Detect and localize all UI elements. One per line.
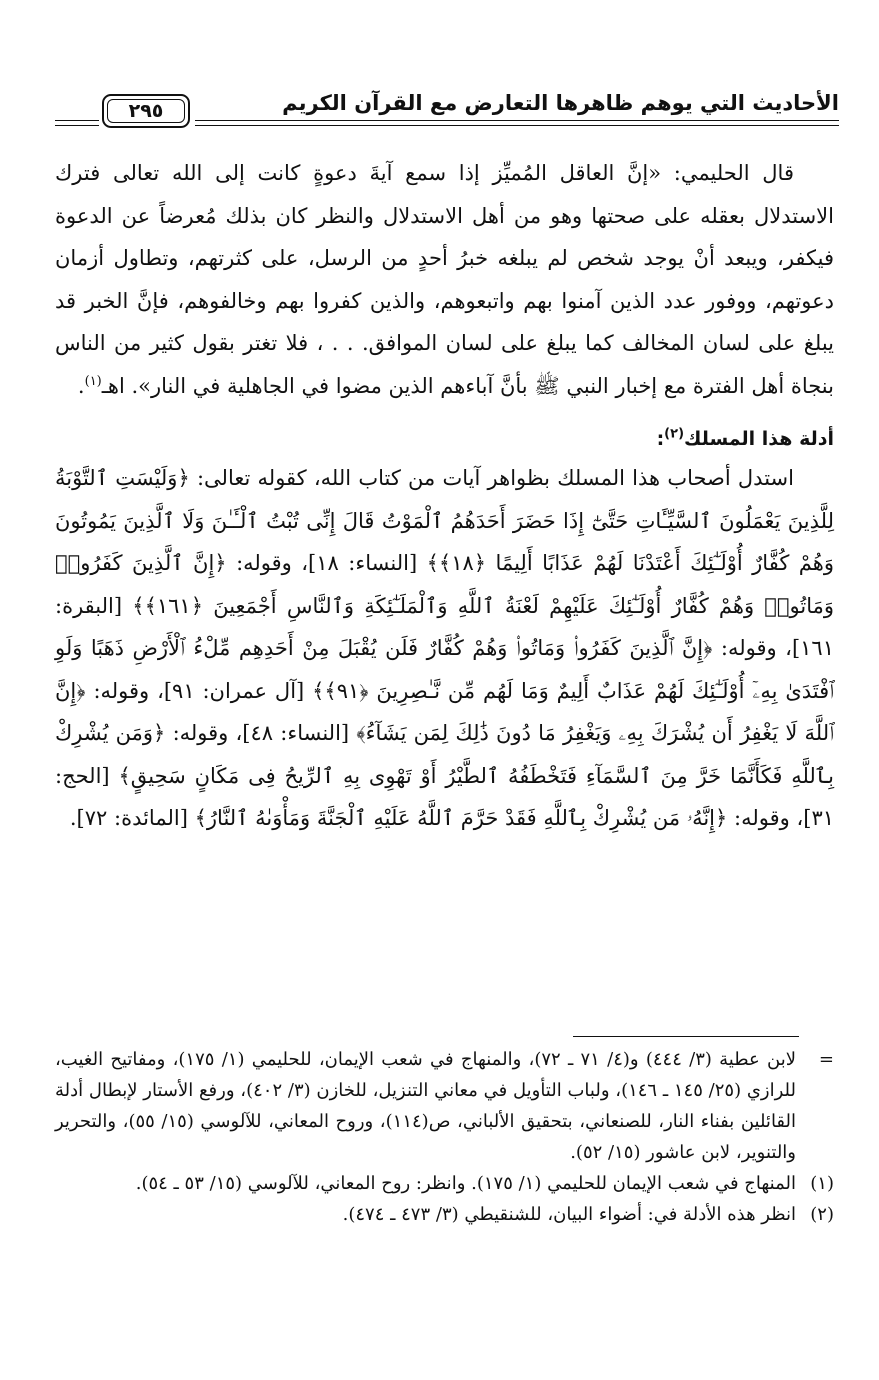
footnotes: [55, 1044, 834, 1230]
page-number: ٢٩٥: [107, 99, 185, 123]
quran-verse: ﴿إِنَّ ٱللَّهَ لَا يَغْفِرُ أَن يُشْرَكَ بِهِۦ وَيَغْفِرُ مَا دُونَ ذَٰلِكَ لِمَن يَشَآءُ﴾: [55, 678, 834, 745]
paragraph-intro: استدل أصحاب هذا المسلك بظواهر آيات من كتاب الله، كقوله تعالى:: [196, 466, 794, 490]
main-text: [55, 152, 834, 840]
footnote-separator: [573, 1036, 799, 1037]
quote-paragraph: [55, 152, 834, 407]
page-number-frame: [102, 94, 190, 128]
page-header: [55, 88, 839, 134]
quran-verse: ﴿إِنَّ ٱلَّذِينَ كَفَرُوا۟ وَمَاتُوا۟ وَهُمْ كُفَّارٌ أُوْلَـٰٓئِكَ عَلَيْهِمْ لَعْنَةُ ٱللَّهِ وَٱلْمَلَـٰٓئِكَةِ وَٱلنَّاسِ أَجْمَعِينَ ﴿١٦١﴾﴾: [55, 551, 834, 618]
footnote-text: المنهاج في شعب الإيمان للحليمي (١/ ١٧٥). وانظر: روح المعاني، للآلوسي (١٥/ ٥٣ ـ ٥٤).: [135, 1173, 796, 1194]
header-rule: [195, 125, 839, 126]
footnote: [55, 1168, 834, 1199]
footnote: [55, 1044, 834, 1168]
quran-verse: ﴿إِنَّهُۥ مَن يُشْرِكْ بِٱللَّهِ فَقَدْ حَرَّمَ ٱللَّهُ عَلَيْهِ ٱلْجَنَّةَ وَمَأْوَىٰهُ ٱلنَّارُ﴾: [194, 806, 728, 830]
evidence-paragraph: [55, 457, 834, 840]
footnote-text: انظر هذه الأدلة في: أضواء البيان، للشنقيطي (٣/ ٤٧٣ ـ ٤٧٤).: [342, 1204, 796, 1225]
verse-reference: [آل عمران: ٩١]، وقوله:: [93, 678, 305, 703]
quran-verse: ﴿وَلَيْسَتِ ٱلتَّوْبَةُ لِلَّذِينَ يَعْمَلُونَ ٱلسَّيِّـَٔاتِ حَتَّىٰٓ إِذَا حَضَرَ أَحَدَهُمُ ٱلْمَوْتُ قَالَ إِنِّى تُبْتُ ٱلْـَٔـٰنَ وَلَا ٱلَّذِينَ يَمُوتُونَ وَهُمْ كُفَّارٌ أُوْلَـٰٓئِكَ أَعْتَدْنَا لَهُمْ عَذَابًا أَلِيمًا ﴿١٨﴾﴾: [55, 466, 834, 575]
verse-reference: [النساء: ٤٨]، وقوله:: [172, 721, 350, 745]
quran-verse: ﴿وَمَن يُشْرِكْ بِٱللَّهِ فَكَأَنَّمَا خَرَّ مِنَ ٱلسَّمَآءِ فَتَخْطَفُهُ ٱلطَّيْرُ أَوْ تَهْوِى بِهِ ٱلرِّيحُ فِى مَكَانٍ سَحِيقٍ﴾: [55, 721, 834, 788]
header-rule: [55, 120, 99, 121]
verse-reference: [البقرة: ١٦١]، وقوله:: [55, 593, 834, 660]
footnote-marker: =: [818, 1049, 834, 1070]
verse-reference: [النساء: ١٨]، وقوله:: [236, 551, 418, 575]
punctuation: :: [656, 428, 665, 450]
quran-verse: ﴿إِنَّ ٱلَّذِينَ كَفَرُوا۟ وَمَاتُوا۟ وَهُمْ كُفَّارٌ فَلَن يُقْبَلَ مِنْ أَحَدِهِم مِّلْءُ ٱلْأَرْضِ ذَهَبًا وَلَوِ ٱفْتَدَىٰ بِهِۦٓ أُوْلَـٰٓئِكَ لَهُمْ عَذَابٌ أَلِيمٌ وَمَا لَهُم مِّن نَّـٰصِرِينَ ﴿٩١﴾﴾: [55, 636, 834, 703]
footnote-ref: (٢): [664, 426, 685, 442]
footnote-marker: (٢): [810, 1204, 834, 1225]
section-heading: [55, 421, 834, 457]
footnote-text: لابن عطية (٣/ ٤٤٤) و(٤/ ٧١ ـ ٧٢)، والمنهاج في شعب الإيمان، للحليمي (١/ ١٧٥)، ومفاتيح الغيب، للرازي (٢٥/ ١٤٥ ـ ١٤٦)، ولباب التأويل في معاني التنزيل، للخازن (٣/ ٤٠٢)، ورفع الأستار لإبطال أدلة القائلين بفناء النار، للصنعاني، بتحقيق الألباني، ص(١١٤)، وروح المعاني، للآلوسي (١٥/ ٥٥)، والتحرير والتنوير، لابن عاشور (١٥/ ٥٢).: [55, 1049, 797, 1163]
header-rule: [195, 120, 839, 121]
footnote-marker: (١): [810, 1173, 834, 1194]
verse-reference: [الحج: ٣١]، وقوله:: [55, 763, 834, 830]
footnote-ref: (١): [84, 373, 102, 389]
punctuation: .: [77, 373, 85, 398]
heading-text: أدلة هذا المسلك: [684, 428, 834, 450]
quote-text: قال الحليمي: «إنَّ العاقل المُميِّز إذا سمع آيةَ دعوةٍ كانت إلى الله تعالى فترك الاستدلال بعقله على صحتها وهو من أهل الاستدلال والنظر كان بذلك مُعرضاً عن الدعوة فيكفر، ويبعد أنْ يوجد شخص لم يبلغه خبرُ أحدٍ من الرسل، على كثرتهم، وتطاول أزمان دعوتهم، ووفور عدد الذين آمنوا بهم واتبعوهم، والذين كفروا بهم وخالفوهم، فإنَّ الخبر قد يبلغ على لسان المخالف كما يبلغ على لسان الموافق. . . ، فلا تغتر بقول كثير من الناس بنجاة أهل الفترة مع إخبار النبي ﷺ بأنَّ آباءهم الذين مضوا في الجاهلية في النار». اهـ: [55, 161, 834, 398]
running-title: الأحاديث التي يوهم ظاهرها التعارض مع القرآن الكريم: [282, 91, 839, 115]
footnote: [55, 1199, 834, 1230]
verse-reference: [المائدة: ٧٢].: [69, 806, 188, 830]
header-rule: [55, 125, 99, 126]
